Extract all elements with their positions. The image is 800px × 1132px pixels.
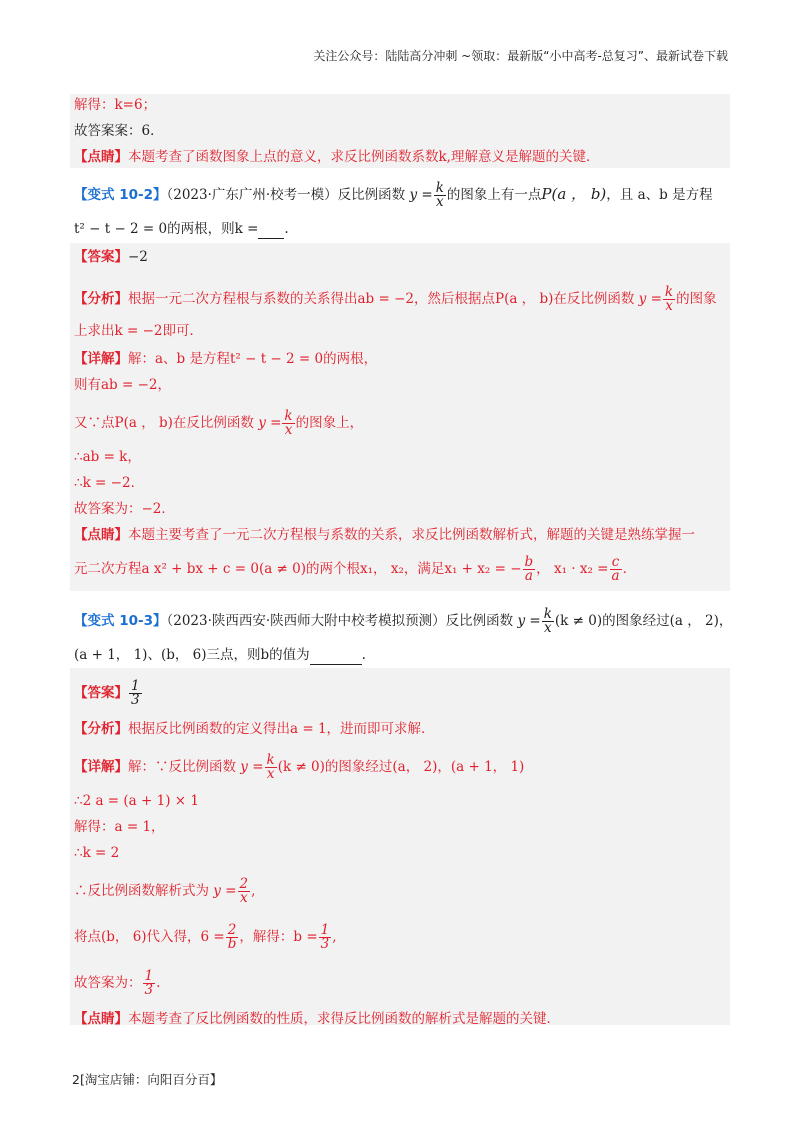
analysis-10-2-2: 上求出k = −2即可． bbox=[74, 323, 203, 339]
detail-line: ∴2 a = (a + 1) × 1 bbox=[74, 793, 199, 809]
note-text: 本题考查了反比例函数的性质，求得反比例函数的解析式是解题的关键． bbox=[128, 1011, 560, 1027]
analysis-text: 的图象 bbox=[676, 291, 717, 307]
detail-text: (k ≠ 0)的图象经过(a， 2)，(a + 1， 1) bbox=[277, 759, 525, 775]
y-eq: y = bbox=[213, 883, 237, 899]
answer-blank bbox=[258, 220, 284, 239]
question-10-3-stem-2: (a + 1， 1)、(b， 6)三点，则b的值为 . bbox=[74, 647, 366, 663]
detail-line: 将点(b， 6)代入得，6 = $\frac{2}{b}$ ，解得：b = $\frac{1}{3}$ , bbox=[74, 922, 337, 952]
y-eq: y = bbox=[638, 291, 662, 307]
detail-text: ，解得：b = bbox=[239, 929, 318, 945]
detail-line: 则有ab = −2， bbox=[74, 377, 171, 393]
fraction-1-3: $\frac{1}{3}$ bbox=[320, 922, 330, 952]
answer-10-2 bbox=[74, 248, 148, 266]
answer-tag: 【答案】 bbox=[74, 685, 128, 701]
answer-10-3 bbox=[74, 680, 143, 707]
detail-text: 解：∵反比例函数 bbox=[128, 759, 236, 775]
question-source: （2023·广东广州·校考一模）反比例函数 bbox=[166, 187, 406, 203]
detail-line: 解得：a = 1， bbox=[74, 819, 165, 835]
note-10-2 bbox=[74, 526, 695, 544]
stem-text: t² − t − 2 = 0的两根，则k = bbox=[74, 221, 259, 237]
detail-10-3 bbox=[74, 754, 524, 781]
question-tag: 【变式 10-3】 bbox=[74, 613, 167, 629]
detail-line: 故答案为：−2． bbox=[74, 501, 175, 517]
note-tag: 【点睛】 bbox=[74, 527, 128, 543]
note-text: 元二次方程a x² + bx + c = 0(a ≠ 0)的两个根x₁， x₂，满足x₁ + x₂ = − bbox=[74, 561, 522, 577]
fraction-k-x: $\frac{k}{x}$ bbox=[435, 180, 444, 210]
detail-text: 将点(b， 6)代入得，6 = bbox=[74, 929, 225, 945]
question-tag: 【变式 10-2】 bbox=[74, 187, 167, 203]
detail-line bbox=[74, 410, 363, 437]
question-10-3-stem bbox=[74, 608, 732, 635]
point-p: P(a ， b) bbox=[541, 185, 607, 203]
solve-line: 解得：k=6； bbox=[74, 97, 157, 113]
analysis-tag: 【分析】 bbox=[74, 721, 128, 737]
question-10-2-stem-2: t² − t − 2 = 0的两根，则k = . bbox=[74, 221, 289, 237]
detail-tag: 【详解】 bbox=[74, 351, 128, 367]
fraction-k-x: $\frac{k}{x}$ bbox=[284, 408, 293, 438]
answer-tag: 【答案】 bbox=[74, 249, 128, 265]
answer-line: 故答案案：6． bbox=[74, 123, 164, 139]
analysis-text: 根据一元二次方程根与系数的关系得出ab = −2，然后根据点P(a ， b)在反比例函数 bbox=[128, 291, 635, 307]
detail-text: ∴反比例函数解析式为 bbox=[74, 883, 209, 899]
page-header: 关注公众号：陆陆高分冲刺 ~领取：最新版“小中高考-总复习”、最新试卷下载 bbox=[313, 49, 728, 63]
detail-line: ∴k = −2． bbox=[74, 475, 145, 491]
detail-10-2 bbox=[74, 350, 377, 368]
fraction-b-a: $\frac{b}{a}$ bbox=[524, 554, 534, 584]
answer-blank bbox=[310, 646, 362, 665]
note-10-3 bbox=[74, 1010, 560, 1028]
fraction-k-x: $\frac{k}{x}$ bbox=[266, 752, 275, 782]
note-tag: 【点睛】 bbox=[74, 149, 128, 165]
note-line bbox=[74, 148, 599, 166]
fraction-1-3: $\frac{1}{3}$ bbox=[144, 968, 154, 998]
note-text: ， x₁ · x₂ = bbox=[536, 561, 609, 577]
y-eq: y = bbox=[409, 187, 433, 203]
detail-line: ∴反比例函数解析式为 y = $\frac{2}{x}$ , bbox=[74, 876, 256, 906]
y-eq: y = bbox=[258, 415, 282, 431]
note-text: ． bbox=[622, 561, 637, 577]
stem-text: (k ≠ 0)的图象经过(a ， 2)， bbox=[554, 613, 733, 629]
stem-text: ，且 a、b 是方程 bbox=[606, 187, 713, 203]
detail-text: 又∵点P(a ， b)在反比例函数 bbox=[74, 415, 254, 431]
fraction-k-x: $\frac{k}{x}$ bbox=[664, 284, 674, 314]
detail-line: ∴ab = k， bbox=[74, 449, 141, 465]
question-10-2-stem bbox=[74, 182, 713, 209]
analysis-10-2 bbox=[74, 286, 717, 313]
analysis-text: 根据反比例函数的定义得出a = 1，进而即可求解． bbox=[128, 721, 435, 737]
page-footer: 2[淘宝店铺：向阳百分百】 bbox=[72, 1072, 223, 1087]
detail-tag: 【详解】 bbox=[74, 759, 128, 775]
fraction-c-a: $\frac{c}{a}$ bbox=[611, 554, 620, 584]
detail-text: 的图象上， bbox=[295, 415, 364, 431]
answer-value: −2 bbox=[128, 249, 148, 265]
note-tag: 【点睛】 bbox=[74, 1011, 128, 1027]
detail-line: ∴k = 2 bbox=[74, 845, 120, 861]
fraction-k-x: $\frac{k}{x}$ bbox=[543, 606, 552, 636]
stem-text: (a + 1， 1)、(b， 6)三点，则b的值为 bbox=[74, 647, 310, 663]
stem-text: 的图象上有一点 bbox=[446, 187, 542, 203]
detail-line: 故答案为： $\frac{1}{3}$ . bbox=[74, 968, 161, 998]
analysis-tag: 【分析】 bbox=[74, 291, 128, 307]
fraction-2-x: $\frac{2}{x}$ bbox=[239, 876, 249, 906]
y-eq: y = bbox=[517, 613, 541, 629]
analysis-10-3 bbox=[74, 720, 435, 738]
question-source: （2023·陕西西安·陕西师大附中校考模拟预测）反比例函数 bbox=[166, 613, 514, 629]
detail-text: 解：a、b 是方程t² − t − 2 = 0的两根， bbox=[128, 351, 378, 367]
note-text: 本题主要考查了一元二次方程根与系数的关系，求反比例函数解析式，解题的关键是熟练掌握一 bbox=[128, 527, 695, 543]
fraction-1-3: $\frac{1}{3}$ bbox=[131, 678, 140, 708]
fraction-2-b: $\frac{2}{b}$ bbox=[227, 922, 237, 952]
note-text: 本题考查了函数图象上点的意义，求反比例函数系数k,理解意义是解题的关键． bbox=[128, 149, 600, 165]
note-10-2-2 bbox=[74, 556, 636, 583]
y-eq: y = bbox=[240, 759, 264, 775]
detail-text: 故答案为： bbox=[74, 975, 142, 991]
